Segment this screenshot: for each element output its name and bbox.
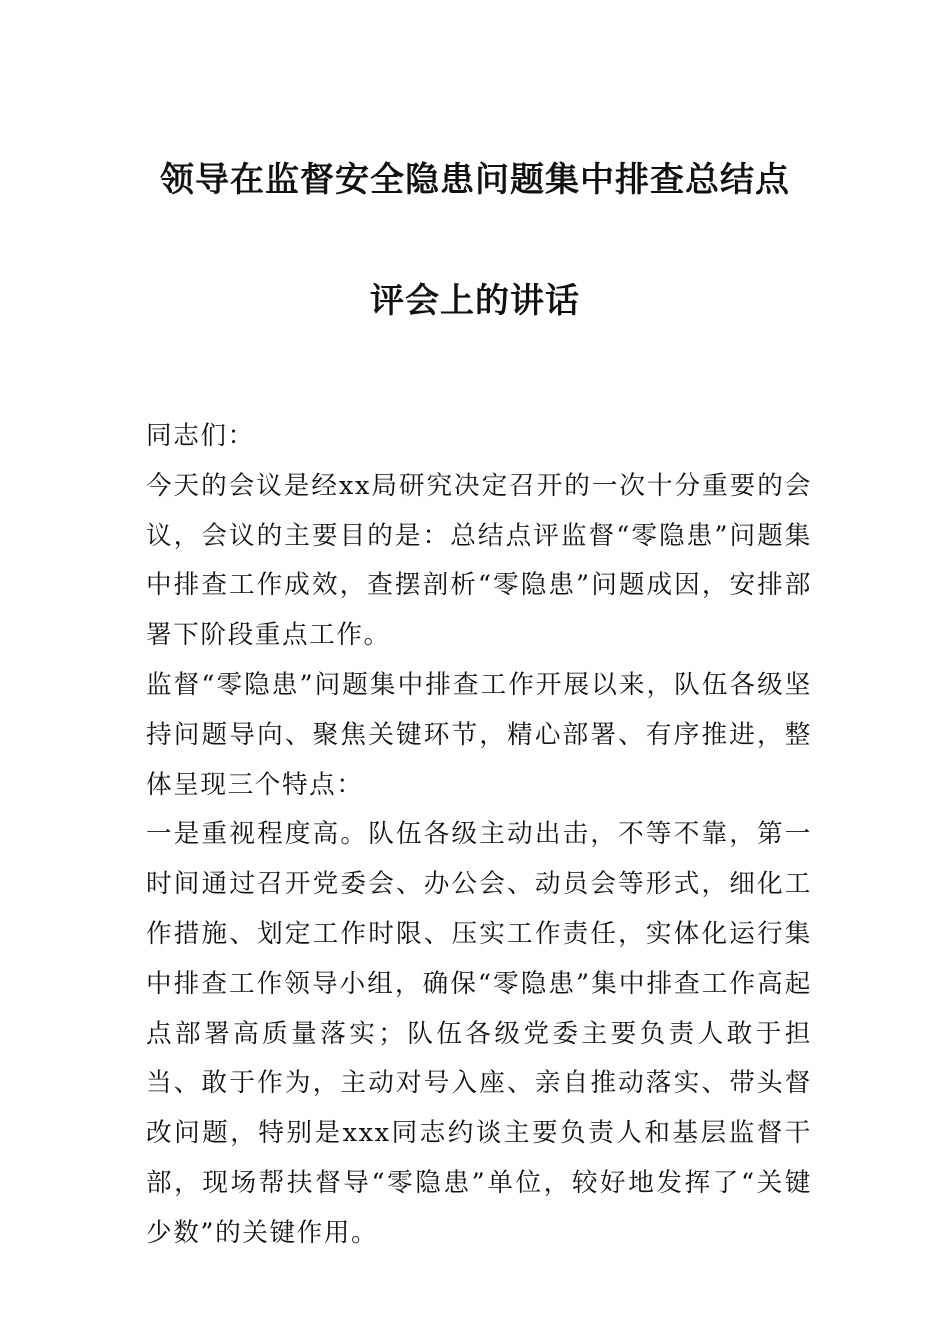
body-paragraph: 一是重视程度高。队伍各级主动出击，不等不靠，第一时间通过召开党委会、办公会、动员会等形式，细化工作措施、划定工作时限、压实工作责任，实体化运行集中排查工作领导小组，确保“零隐患”集中排查工作高起点部署高质量落实；队伍各级党委主要负责人敢于担当、敢于作为，主动对号入座、亲自推动落实、带头督改问题，特别是xxx同志约谈主要负责人和基层监督干部，现场帮扶督导“零隐患”单位，较好地发挥了“关键少数”的关键作用。 bbox=[146, 819, 812, 1248]
document-body bbox=[146, 412, 812, 1259]
document-title-line-2: 评会上的讲话 bbox=[370, 281, 580, 321]
body-paragraph: 今天的会议是经xx局研究决定召开的一次十分重要的会议，会议的主要目的是：总结点评监督“零隐患”问题集中排查工作成效，查摆剖析“零隐患”问题成因，安排部署下阶段重点工作。 bbox=[146, 470, 812, 651]
salutation: 同志们： bbox=[146, 421, 255, 451]
body-paragraph: 监督“零隐患”问题集中排查工作开展以来，队伍各级坚持问题导向、聚焦关键环节，精心部署、有序推进，整体呈现三个特点： bbox=[146, 669, 812, 800]
document-title-line-1: 领导在监督安全隐患问题集中排查总结点 bbox=[160, 160, 790, 200]
